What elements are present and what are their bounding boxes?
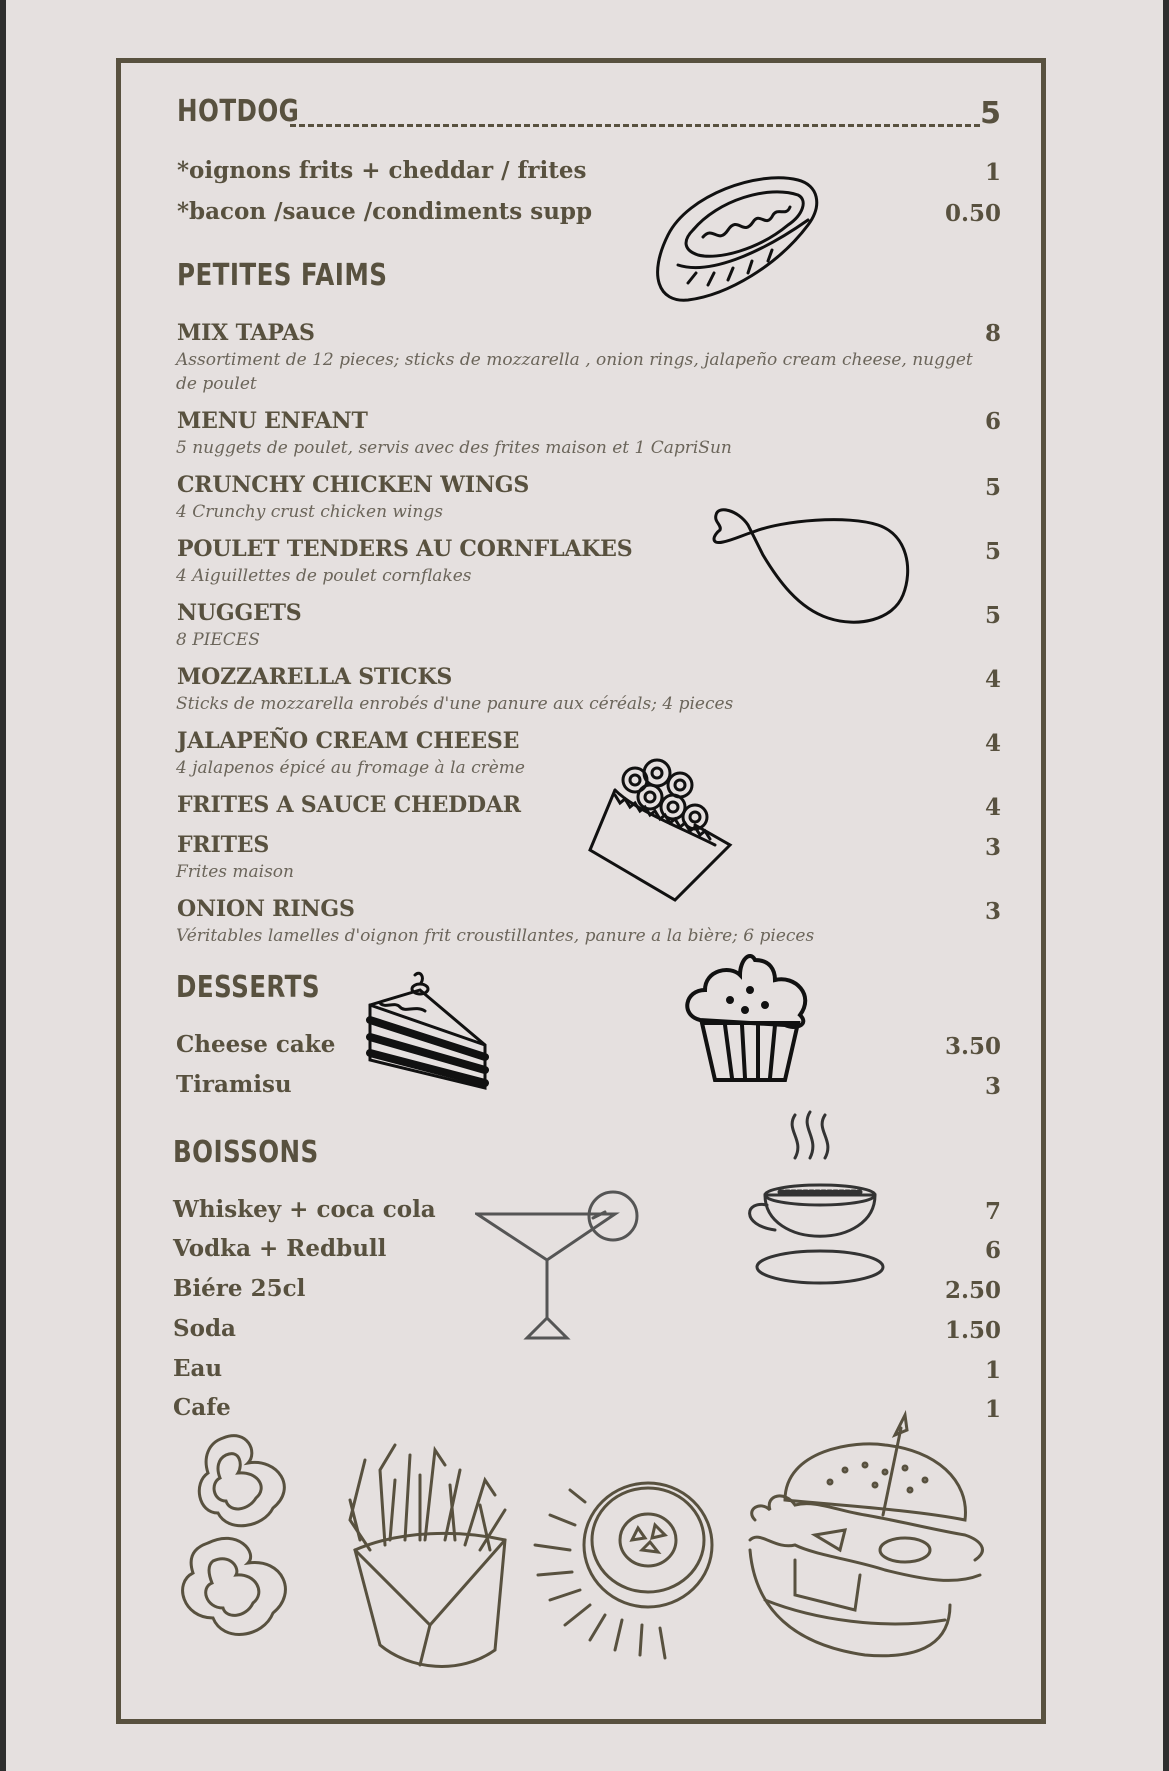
cupcake-icon — [680, 945, 820, 1085]
drink-price: 6 — [984, 1237, 1001, 1264]
drink-name: Cafe — [173, 1394, 231, 1421]
right-edge — [1163, 0, 1169, 1771]
hotdog-icon — [648, 165, 823, 310]
item-price: 3 — [984, 898, 1001, 925]
dessert-price: 3 — [984, 1073, 1001, 1100]
section-title-desserts: DESSERTS — [176, 970, 320, 1005]
item-name: MIX TAPAS — [177, 320, 315, 346]
item-description: 4 jalapenos épicé au fromage à la crème — [176, 758, 525, 778]
item-description: Véritables lamelles d'oignon frit croustillantes, panure a la bière; 6 pieces — [176, 926, 815, 946]
hotdog-extra-label: *bacon /sauce /condiments supp — [177, 198, 593, 225]
drink-price: 1.50 — [944, 1317, 1001, 1344]
item-name: NUGGETS — [177, 600, 302, 626]
item-description: Frites maison — [176, 862, 294, 882]
drink-name: Vodka + Redbull — [173, 1235, 387, 1262]
drink-name: Biére 25cl — [173, 1275, 306, 1302]
hotdog-price: 5 — [980, 96, 1001, 131]
item-description: 4 Crunchy crust chicken wings — [176, 502, 443, 522]
item-price: 8 — [984, 320, 1001, 347]
left-edge — [0, 0, 6, 1771]
dessert-name: Tiramisu — [176, 1071, 292, 1098]
drink-name: Eau — [173, 1355, 223, 1382]
item-description: Sticks de mozzarella enrobés d'une panure aux céréals; 4 pieces — [176, 694, 734, 714]
dessert-name: Cheese cake — [176, 1031, 336, 1058]
item-name: FRITES A SAUCE CHEDDAR — [177, 792, 521, 818]
section-title-boissons: BOISSONS — [173, 1135, 319, 1170]
dash-leader — [290, 124, 980, 127]
item-price: 4 — [984, 794, 1001, 821]
coffee-cup-icon — [735, 1110, 890, 1290]
item-description: 4 Aiguillettes de poulet cornflakes — [176, 566, 472, 586]
item-name: MENU ENFANT — [177, 408, 368, 434]
drink-price: 2.50 — [944, 1277, 1001, 1304]
item-name: FRITES — [177, 832, 270, 858]
hotdog-extra-label: *oignons frits + cheddar / frites — [177, 157, 587, 184]
dessert-price: 3.50 — [944, 1033, 1001, 1060]
item-price: 5 — [984, 602, 1001, 629]
item-name: JALAPEÑO CREAM CHEESE — [177, 728, 520, 754]
drink-name: Whiskey + coca cola — [173, 1196, 436, 1223]
item-price: 6 — [984, 408, 1001, 435]
item-price: 3 — [984, 834, 1001, 861]
hotdog-extra-price: 1 — [984, 159, 1001, 186]
item-price: 5 — [984, 474, 1001, 501]
cake-slice-icon — [365, 965, 490, 1090]
item-name: CRUNCHY CHICKEN WINGS — [177, 472, 530, 498]
drink-price: 7 — [984, 1198, 1001, 1225]
section-title-petites-faims: PETITES FAIMS — [177, 258, 388, 293]
item-name: POULET TENDERS AU CORNFLAKES — [177, 536, 633, 562]
cocktail-icon — [475, 1188, 640, 1343]
item-price: 5 — [984, 538, 1001, 565]
item-name: ONION RINGS — [177, 896, 355, 922]
chicken-leg-icon — [708, 500, 913, 630]
drink-price: 1 — [984, 1396, 1001, 1423]
drink-price: 1 — [984, 1357, 1001, 1384]
burger-icon — [735, 1410, 1000, 1665]
section-title-hotdog: HOTDOG — [177, 94, 300, 129]
item-description: 5 nuggets de poulet, servis avec des frites maison et 1 CapriSun — [176, 438, 732, 458]
onion-rings-bag-icon — [585, 755, 735, 905]
fries-icon — [340, 1440, 520, 1670]
item-name: MOZZARELLA STICKS — [177, 664, 453, 690]
onion-ring-icon — [168, 1433, 313, 1668]
item-description: 8 PIECES — [176, 630, 260, 650]
item-price: 4 — [984, 666, 1001, 693]
item-description: Assortiment de 12 pieces; sticks de mozzarella , onion rings, jalapeño cream cheese, nugget de poulet — [176, 350, 973, 394]
drink-name: Soda — [173, 1315, 236, 1342]
cucumber-slice-icon — [530, 1480, 720, 1665]
hotdog-extra-price: 0.50 — [944, 200, 1001, 227]
item-price: 4 — [984, 730, 1001, 757]
